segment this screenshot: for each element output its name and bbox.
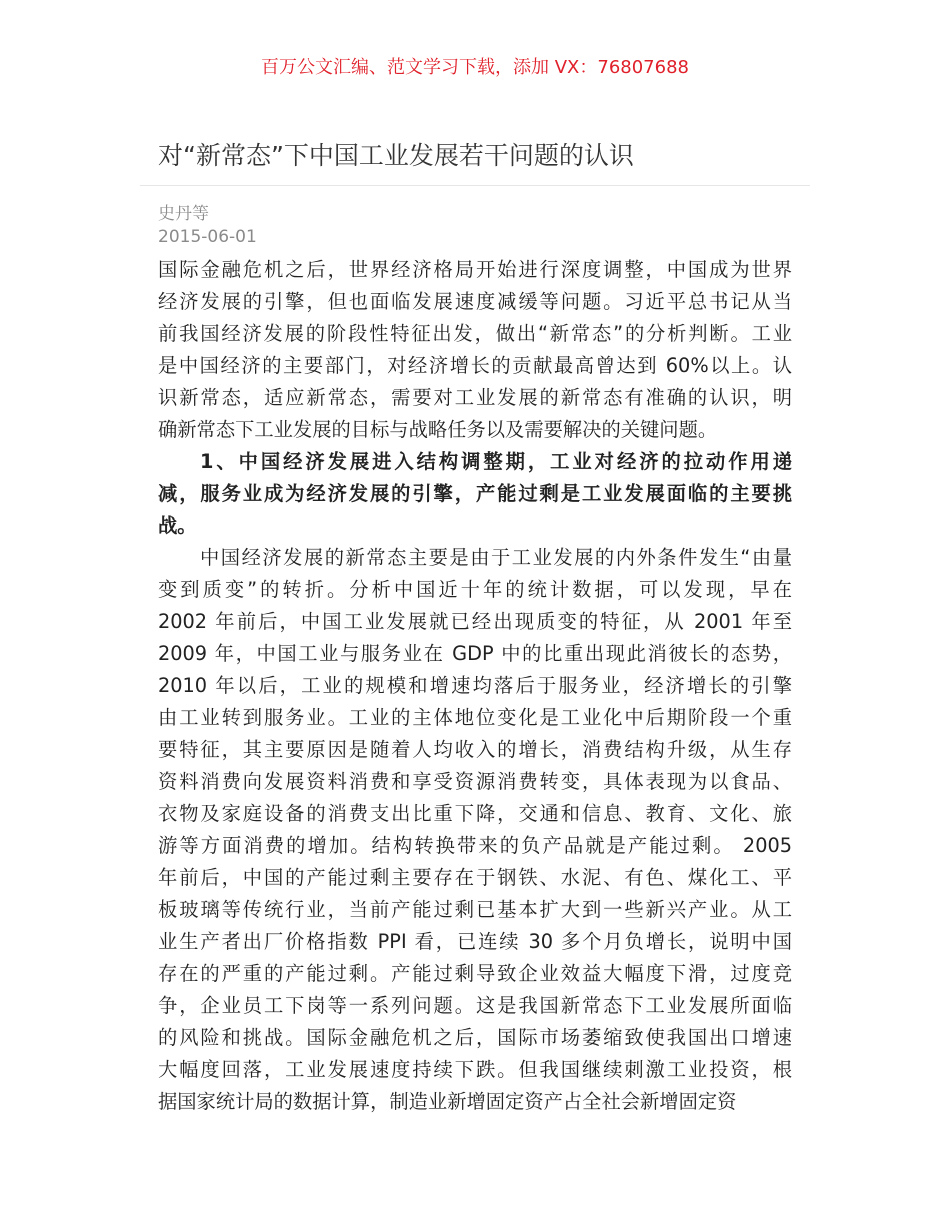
text-line: 争，企业员工下岗等一系列问题。这是我国新常态下工业发展所面临 — [158, 994, 792, 1017]
text-line: 衣物及家庭设备的消费支出比重下降，交通和信息、教育、文化、旅 — [158, 802, 792, 825]
text-line: 资料消费向发展资料消费和享受资源消费转变，具体表现为以食品、 — [158, 770, 792, 793]
text-line: 由工业转到服务业。工业的主体地位变化是工业化中后期阶段一个重 — [158, 706, 792, 729]
watermark-banner: 百万公文汇编、范文学习下载，添加 VX：76807688 — [261, 57, 689, 78]
section-heading — [158, 446, 792, 542]
article-date: 2015-06-01 — [158, 227, 257, 247]
text-line: 变到质变”的转折。分析中国近十年的统计数据，可以发现，早在 — [158, 578, 792, 601]
article-body — [158, 254, 792, 1118]
text-line: 中国经济发展的新常态主要是由于工业发展的内外条件发生“由量 — [200, 546, 792, 569]
text-line: 据国家统计局的数据计算，制造业新增固定资产占全社会新增固定资 — [158, 1090, 737, 1113]
text-line: 游等方面消费的增加。结构转换带来的负产品就是产能过剩。 2005 — [158, 834, 792, 857]
article-author: 史丹等 — [158, 204, 209, 224]
text-line: 年前后，中国的产能过剩主要存在于钢铁、水泥、有色、煤化工、平 — [158, 866, 792, 889]
text-line: 2002 年前后，中国工业发展就已经出现质变的特征，从 2001 年至 — [158, 610, 792, 633]
text-line: 要特征，其主要原因是随着人均收入的增长，消费结构升级，从生存 — [158, 738, 792, 761]
text-line: 识新常态，适应新常态，需要对工业发展的新常态有准确的认识，明 — [158, 386, 792, 409]
text-line: 前我国经济发展的阶段性特征出发，做出“新常态”的分析判断。工业 — [158, 322, 792, 345]
text-line: 国际金融危机之后，世界经济格局开始进行深度调整，中国成为世界 — [158, 258, 792, 281]
text-line: 2009 年，中国工业与服务业在 GDP 中的比重出现此消彼长的态势， — [158, 642, 792, 665]
title-divider — [140, 185, 810, 186]
text-line: 战。 — [158, 514, 197, 537]
paragraph — [158, 254, 792, 446]
text-line: 经济发展的引擎，但也面临发展速度减缓等问题。习近平总书记从当 — [158, 290, 792, 313]
text-line: 板玻璃等传统行业，当前产能过剩已基本扩大到一些新兴产业。从工 — [158, 898, 792, 921]
paragraph — [158, 542, 792, 1118]
text-line: 存在的严重的产能过剩。产能过剩导致企业效益大幅度下滑，过度竞 — [158, 962, 792, 985]
text-line: 2010 年以后，工业的规模和增速均落后于服务业，经济增长的引擎 — [158, 674, 792, 697]
text-line: 1、中国经济发展进入结构调整期，工业对经济的拉动作用递 — [200, 450, 792, 473]
text-line: 确新常态下工业发展的目标与战略任务以及需要解决的关键问题。 — [158, 418, 718, 441]
article-title: 对“新常态”下中国工业发展若干问题的认识 — [158, 141, 634, 170]
text-line: 大幅度回落，工业发展速度持续下跌。但我国继续刺激工业投资，根 — [158, 1058, 792, 1081]
text-line: 的风险和挑战。国际金融危机之后，国际市场萎缩致使我国出口增速 — [158, 1026, 792, 1049]
text-line: 减，服务业成为经济发展的引擎，产能过剩是工业发展面临的主要挑 — [158, 482, 792, 505]
text-line: 是中国经济的主要部门，对经济增长的贡献最高曾达到 60%以上。认 — [158, 354, 792, 377]
text-line: 业生产者出厂价格指数 PPI 看，已连续 30 多个月负增长，说明中国 — [158, 930, 792, 953]
